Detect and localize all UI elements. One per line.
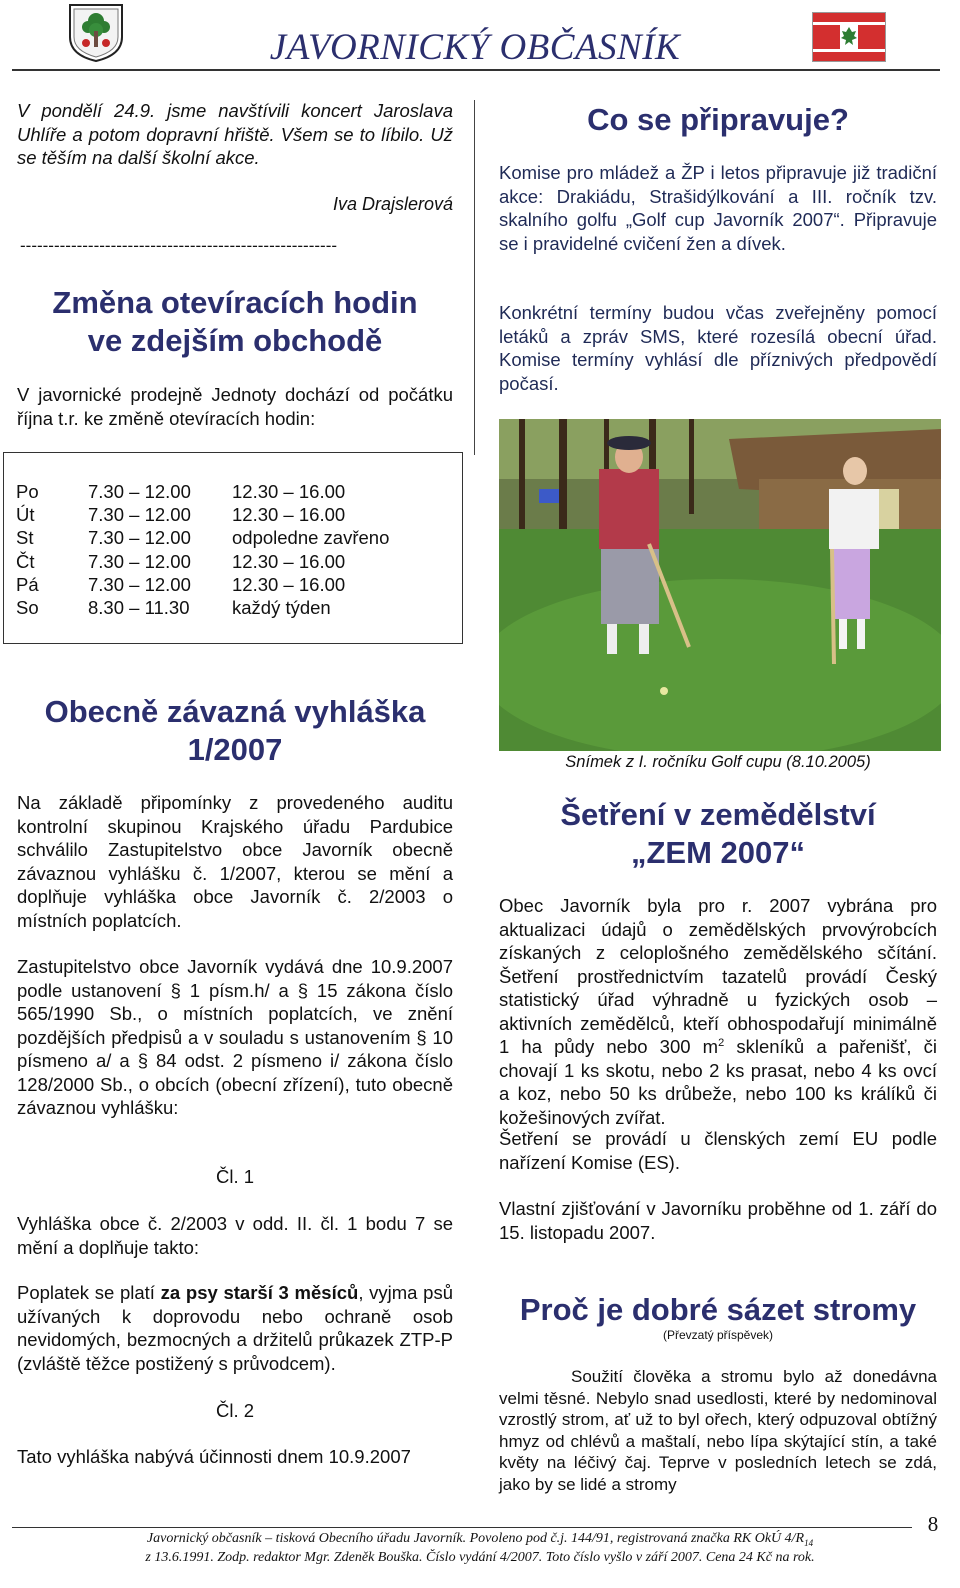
hours-morning: 7.30 – 12.00 (88, 573, 191, 595)
hours-morning: 7.30 – 12.00 (88, 550, 191, 572)
hours-afternoon: 12.30 – 16.00 (232, 504, 346, 526)
survey-heading-line2: „ZEM 2007“ (630, 835, 805, 870)
hours-afternoon: každý týden (232, 596, 331, 618)
hours-afternoon: 12.30 – 16.00 (232, 481, 346, 502)
survey-heading (499, 796, 937, 872)
prep-paragraph-2: Konkrétní termíny budou včas zveřejněny pomocí letáků a zpráv SMS, které rozesílá obecní úřad. Komise termíny vyhlásí dle příznivých předpovědí počasí. (499, 302, 937, 394)
header-rule (12, 69, 940, 71)
coat-of-arms-logo (66, 3, 126, 63)
survey-paragraph-2: Šetření se provádí u členských zemí EU podle nařízení Komise (ES). (499, 1128, 937, 1173)
column-divider (474, 100, 475, 455)
decree-heading (17, 693, 453, 769)
dog-fee-bold: za psy starší 3 měsíců (160, 1282, 359, 1303)
hours-heading-line1: Změna otevíracích hodin (52, 285, 418, 320)
decree-heading-line1: Obecně závazná vyhláška (44, 694, 426, 729)
footer-line-1-sub: 14 (804, 1537, 814, 1548)
trees-subtitle: (Převzatý příspěvek) (662, 1328, 774, 1342)
trees-heading: Proč je dobré sázet stromy (519, 1292, 917, 1327)
survey-text-b: skleníků a pařenišť, či chovají 1 ks skotu, nebo 2 ks prasat, nebo 4 ks ovcí a koz, nebo 50 ks drůbeže, nebo 100 ks králíků či kožešinových zvířat. (499, 1036, 937, 1128)
hours-morning: 7.30 – 12.00 (88, 481, 191, 502)
article-1-label: Čl. 1 (215, 1166, 255, 1187)
hours-morning: 8.30 – 11.30 (88, 596, 190, 618)
photo-caption: Snímek z I. ročníku Golf cupu (8.10.2005) (565, 753, 871, 771)
flag-logo (812, 12, 886, 62)
effective-date: Tato vyhláška nabývá účinnosti dnem 10.9.2007 (17, 1446, 411, 1467)
article-2-label: Čl. 2 (215, 1400, 255, 1421)
page-number: 8 (927, 1512, 939, 1536)
hours-morning: 7.30 – 12.00 (88, 504, 191, 526)
survey-paragraph-1 (499, 894, 937, 1129)
hours-intro: V javornické prodejně Jednoty dochází od počátku října t.r. ke změně otevíracích hodin: (17, 384, 453, 429)
hours-afternoon: odpoledne zavřeno (232, 527, 390, 549)
intro-author: Iva Drajslerová (332, 194, 453, 214)
intro-paragraph: V pondělí 24.9. jsme navštívili koncert Jaroslava Uhlíře a potom dopravní hřiště. Všem se to líbilo. Už se těším na další školní akce. (17, 100, 453, 168)
golf-cup-photo (499, 419, 941, 751)
article-1-text: Vyhláška obce č. 2/2003 v odd. II. čl. 1 bodu 7 se mění a doplňuje takto: (17, 1213, 453, 1258)
footer-line-2: z 13.6.1991. Zodp. redaktor Mgr. Zdeněk Bouška. Číslo vydání 4/2007. Toto číslo vyšlo v září 2007. Cena 24 Kč na rok. (145, 1550, 815, 1565)
hours-heading (17, 284, 453, 360)
dog-fee-paragraph (17, 1281, 453, 1375)
survey-paragraph-3: Vlastní zjišťování v Javorníku proběhne od 1. září do 15. listopadu 2007. (499, 1198, 937, 1243)
decree-paragraph-1: Na základě připomínky z provedeného auditu kontrolní skupinou Krajského úřadu Pardubice schválilo Zastupitelstvo obce Javorník obecně závaznou vyhlášku č. 1/2007, kterou se mění a doplňuje vyhláška obce Javorník č. 2/2003 o místních poplatcích. (17, 792, 453, 931)
hours-day: So (16, 596, 39, 618)
decree-paragraph-2: Zastupitelstvo obce Javorník vydává dne 10.9.2007 podle ustanovení § 1 písm.h/ a § 15 zákona číslo 565/1990 Sb., o místních poplatcích, ve znění pozdějších předpisů a v souladu s ustanovením § 10 písmeno a/ a § 84 odst. 2 písmeno i/ zákona číslo 128/2000 Sb., o obcích (obecní zřízení), tuto obecně závaznou vyhlášku: (17, 956, 453, 1118)
trees-text: Soužití člověka a stromu bylo až donedávna velmi těsné. Nebylo snad usedlosti, které by nedominoval vzrostlý strom, ať už to byl ořech, který odpuzoval obtížný hmyz od chlévů a maštalí, nebo lípa skýtající stín, a také květy na léčivý čaj. Teprve v posledních letech se zdá, jako by se lidé a stromy (499, 1367, 937, 1494)
hours-day: Čt (16, 550, 35, 572)
section-separator: -------------------------------------------------------- (20, 236, 338, 255)
hours-afternoon: 12.30 – 16.00 (232, 550, 346, 572)
hours-day: Út (16, 504, 35, 526)
hours-morning: 7.30 – 12.00 (88, 527, 191, 549)
opening-hours-box (3, 452, 463, 644)
survey-superscript: 2 (718, 1036, 725, 1049)
prep-paragraph-1: Komise pro mládež a ŽP i letos připravuje již tradiční akce: Drakiádu, Strašidýlkování a III. ročník tzv. skalního golfu „Golf cup Javorník 2007“. Připravuje se i pravidelné cvičení žen a dívek. (499, 162, 937, 254)
footer-rule (12, 1527, 912, 1528)
dog-fee-text-end: , vyjma psů užívaných k doprovodu nebo ochraně osob nevidomých, bezmocných a držitelů průkazek ZTP-P (zvláště těžce postižený s průvodcem). (17, 1282, 454, 1374)
hours-afternoon: 12.30 – 16.00 (232, 573, 346, 595)
footer-line-1-text: Javornický občasník – tisková Obecního úřadu Javorník. Povoleno pod č.j. 144/91, registrovaná značka RK OkÚ 4/R (146, 1531, 805, 1546)
hours-day: St (16, 527, 34, 549)
hours-heading-line2: ve zdejším obchodě (87, 323, 383, 358)
dog-fee-text-start: Poplatek se platí (17, 1282, 161, 1303)
decree-heading-line2: 1/2007 (187, 732, 283, 767)
prep-heading: Co se připravuje? (587, 102, 849, 137)
hours-day: Po (16, 481, 39, 502)
newsletter-title: JAVORNICKÝ OBČASNÍK (269, 27, 681, 68)
trees-paragraph (499, 1366, 937, 1495)
survey-heading-line1: Šetření v zemědělství (560, 797, 876, 832)
hours-day: Pá (16, 573, 39, 595)
survey-text-a: Obec Javorník byla pro r. 2007 vybrána pro aktualizaci údajů o zemědělských prvovýrobcích získaných z celoplošného zemědělského sčítání. Šetření prostřednictvím tazatelů provádí Český statistický úřad výhradně u fyzických osob – aktivních zemědělců, kteří obhospodařují minimálně 1 ha půdy nebo 300 m (499, 895, 937, 1057)
